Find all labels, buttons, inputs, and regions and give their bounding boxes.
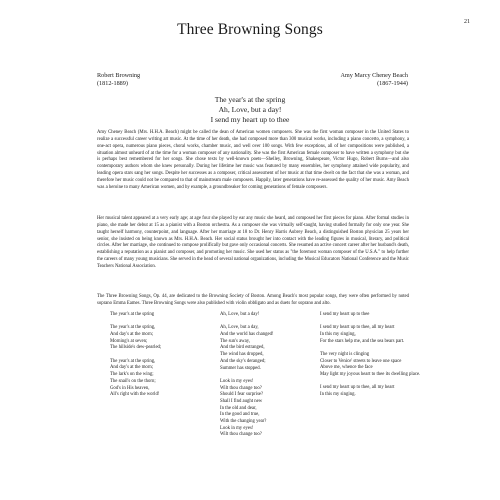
poem-text-column	[220, 312, 274, 446]
poem-line: Shall I find aught new	[220, 398, 263, 404]
song-title: I send my heart up to thee	[210, 115, 290, 125]
poem-line: The hillside's dew-pearled;	[110, 345, 162, 351]
poem-line: And the world has changed!	[220, 332, 274, 337]
poem-text-column	[110, 312, 161, 406]
poem-line: I send my heart up to thee, all my heart	[320, 325, 395, 331]
poem-heading	[320, 312, 420, 319]
poem-stanza	[320, 352, 420, 379]
biography-paragraph: Her musical talent appeared at a very early age; at age four she played by ear any music she heard, and composed her first pieces for piano. After formal studies in piano, she made her debut at 15 as a pianist with a Boston orchestra. As a composer she was virtually self-taught, having studied formally for only one year. She taught herself harmony, counterpoint, and language. After her marriage at 18 to Dr. Henry Harris Aubrey Beach, a distinguished Boston physician 25 years her senior, she insisted on being known as Mrs. H.H.A. Beach. Her social status brought her into contact with the leading figures in musical, literary, and political circles. After her marriage, she continued to compose prolifically but gave only occasional concerts. She resumed an active concert career after her husband's death, establishing a reputation as a pianist and composer, and promoting her music. She used her status as "the foremost woman composer of the U.S.A." to help further the careers of many young musicians. She served in the head of several national organizations, including the Musical Educators National Conference and the Music Teachers National Association.	[97, 216, 409, 269]
composer-dates: (1867-1944)	[377, 80, 408, 88]
poem-stanza	[110, 359, 161, 399]
poem-line: In the good and true,	[220, 412, 260, 418]
poet-dates: (1812-1889)	[97, 80, 128, 88]
poem-line: Ah, Love, but a day!	[220, 312, 260, 317]
poem-line: Look in my eyes!	[220, 378, 254, 384]
composer-name: Amy Marcy Cheney Beach	[340, 72, 408, 79]
poem-line: With the changing year?	[220, 419, 267, 425]
poem-line: Morning's at seven;	[110, 338, 148, 344]
poem-line: In the old and dear,	[220, 405, 257, 411]
poem-line: The year's at the spring	[110, 312, 155, 317]
poem-text-column	[320, 312, 420, 405]
poem-line: God's in His heaven,	[110, 385, 150, 391]
poem-line: The sun's away,	[220, 338, 250, 344]
poem-stanza	[320, 325, 420, 345]
poem-line: I send my heart up to thee	[320, 312, 370, 317]
poem-line: May light my joyous heart to thee its dwelling place.	[320, 372, 421, 378]
poem-heading	[110, 312, 161, 319]
poem-line: The year's at the spring,	[110, 325, 156, 331]
poem-line: The very night is clinging	[320, 352, 370, 357]
song-title: The year's at the spring	[214, 95, 286, 104]
poem-line: And day's at the morn;	[110, 332, 154, 337]
dedication-paragraph: The Three Browning Songs, Op. 44, are dedicated to the Browning Society of Boston. Among Beach's most popular songs, they were often performed by noted soprano Emma Eames. Three Browning Songs were also published with violin obbligato and as duets for soprano and alto.	[97, 294, 409, 306]
poem-line: The year's at the spring,	[110, 358, 156, 364]
page-number: 21	[464, 19, 470, 25]
poem-line: In this my singing.	[320, 392, 356, 398]
poem-line: Summer has stopped.	[220, 365, 261, 371]
poem-stanza	[110, 325, 161, 352]
poet-name: Robert Browning	[97, 72, 141, 79]
poem-line: The lark's on the wing;	[110, 372, 154, 378]
poem-line: In this my singing,	[320, 332, 356, 337]
composer-credit	[340, 72, 408, 89]
poem-line: All's right with the world!	[110, 392, 160, 398]
poet-credit	[97, 72, 140, 89]
poem-heading	[220, 312, 274, 319]
poem-line: The wind has dropped,	[220, 352, 264, 358]
poem-line: Should I fear surprise?	[220, 392, 264, 398]
poem-line: The snail's on the thorn;	[110, 378, 156, 384]
poem-line: Wilt thou change too?	[220, 385, 262, 391]
poem-line: Closer to Venice' streets to leave one space	[320, 358, 402, 364]
poem-line: Wilt thou change too?	[220, 432, 262, 438]
page-title: Three Browning Songs	[177, 21, 323, 38]
poem-stanza	[220, 325, 274, 372]
poem-line: Above me, whence the face	[320, 365, 373, 371]
poem-line: Look in my eyes!	[220, 425, 254, 431]
poem-stanza	[220, 379, 274, 439]
poem-line: I send my heart up to thee, all my heart	[320, 385, 395, 391]
biography-paragraph: Amy Cheney Beach (Mrs. H.H.A. Beach) might be called the dean of American women composers. She was the first woman composer in the United States to realize a successful career writing art music. At the time of her death, she had composed more than 300 musical works, including a piano concerto, a symphony, a one-act opera, numerous piano pieces, choral works, chamber music, and well over 100 songs. With few exceptions, all of her compositions were published, a situation almost unheard of at the time for a woman composer of any nationality. She was the first American female composer to have written a symphony but she is perhaps best remembered for her songs. She chose texts by well-known poets—Shelley, Browning, Shakespeare, Victor Hugo, Robert Burns—and also contemporary authors whom she knew personally. During her lifetime her music was featured by many ensembles, her symphony attained wide popularity, and leading opera stars sang her songs. Despite her successes as a composer, critical assessment of her music at that time dwelt on the fact that she was a woman, and therefore her music could not be compared to that of mainstream male composers. Happily, later generations have re-assessed the quality of her music. Amy Beach was a heroine to many American women, and by example, a groundbreaker for coming generations of female composers.	[97, 130, 409, 190]
song-title-list	[0, 95, 500, 126]
song-title: Ah, Love, but a day!	[218, 105, 282, 115]
poem-line: Ah, Love, but a day,	[220, 325, 259, 331]
poem-line: And the bird estranged,	[220, 345, 265, 351]
poem-line: And day's at the morn;	[110, 365, 154, 371]
poem-stanza	[320, 385, 420, 398]
poem-line: For the stars help me, and the sea bears part.	[320, 338, 405, 344]
poem-line: And the sky's deranged;	[220, 358, 266, 364]
